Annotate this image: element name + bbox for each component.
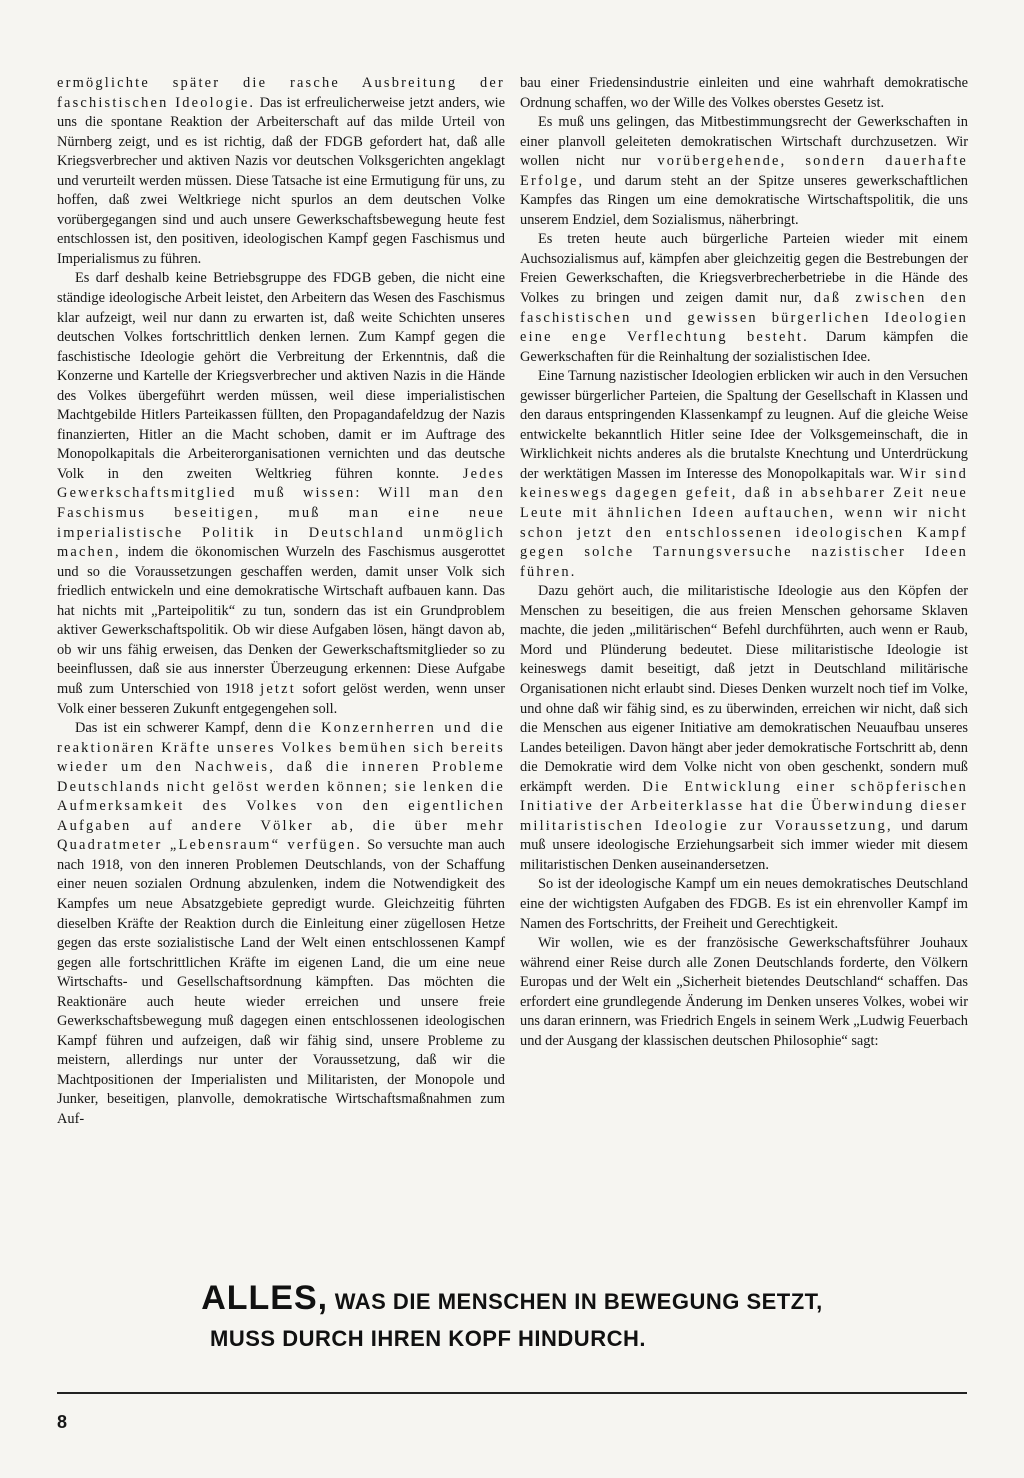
paragraph-text: So ist der ideologische Kampf um ein neues demokratisches Deutschland eine der wichtigsten Aufgaben des FDGB. Es ist ein ehrenvoller Kampf im Namen des Fortschritts, der Freiheit und Gerechtigkeit. [520,876,968,932]
spaced-emphasis: ermöglichte später die rasche Ausbreitung der faschistischen Ideologie. [57,75,505,111]
paragraph [520,113,968,230]
paragraph-text: Eine Tarnung nazistischer Ideologien erblicken wir auch in den Versuchen gewisser bürgerlicher Parteien, die Spaltung der Gesellschaft in Klassen und den daraus entspringenden Klassenkampf zu leugnen. Auf die gleiche Weise entwickelte bekanntlich Hitler seine Idee der Volksgemeinschaft, die in Wirklichkeit nichts anderes als die brutalste Knechtung und Unterdrückung der werktätigen Massen im Interesse des Monopolkapitals war. [520,368,968,482]
spaced-emphasis: daß zwischen den faschistischen und gewissen bürgerlichen Ideologien eine enge Verflechtung besteht. [520,290,968,346]
spaced-emphasis: die Konzernherren und die reaktionären Kräfte unseres Volkes bemühen sich bereits wieder um den Nachweis, daß die inneren Probleme Deutschlands nicht gelöst werden können; sie lenken die Aufmerksamkeit des Volkes von den eigentlichen Aufgaben auf andere Völker ab, die über mehr Quadratmeter „Lebensraum“ verfügen. [57,720,505,854]
spaced-emphasis: vorübergehende, sondern dauerhafte Erfolge, [520,153,969,189]
pull-quote-line-1-rest: WAS DIE MENSCHEN IN BEWEGUNG SETZT, [328,1289,823,1314]
paragraph [57,269,505,719]
paragraph-text: So versuchte man auch nach 1918, von den inneren Problemen Deutschlands, von der Schaffung einer neuen sozialen Ordnung abzulenken, indem die Notwendigkeit des Kampfes um neue Absatzgebiete gepredigt wurde. Gleichzeitig führten dieselben Kräfte der Reaktion durch die Einleitung einer zügellosen Hetze gegen das erste sozialistische Land der Welt einen entschlossenen Kampf gegen alle fortschrittlichen Kräfte im eigenen Land, die um eine neue Wirtschafts- und Gesellschaftsordnung kämpften. Das möchten die Reaktionäre auch heute wieder erreichen und unsere freie Gewerkschaftsbewegung muß dagegen einen entschlossenen ideologischen Kampf führen und aufzeigen, daß wir fähig sind, unsere Probleme zu meistern, allerdings nur unter der Voraussetzung, daß wir die Machtpositionen der Imperialisten und Militaristen, der Monopole und Junker, beseitigen, planvolle, demokratische Wirtschaftsmaßnahmen zum Auf- [57,837,505,1127]
paragraph [520,875,968,934]
footer-rule [57,1392,967,1394]
pull-quote-first-word: ALLES, [201,1279,329,1317]
paragraph-text: Es darf deshalb keine Betriebsgruppe des FDGB geben, die nicht eine ständige ideologische Arbeit leistet, den Arbeitern das Wesen des Faschismus klar aufzeigt, weil nur dann zu erwarten ist, daß weite Schichten unseres deutschen Volkes fortschrittlich denken lernen. Zum Kampf gegen die faschistische Ideologie gehört die Verbreitung der Erkenntnis, daß die Konzerne und Kartelle der Kriegsverbrecher und aktiven Nazis in die Hände des Volkes übergeführt werden müssen, weil diese imperialistischen Machtgebilde Hitlers Parteikassen füllten, den Propagandafeldzug der Nazis finanzierten, Hitler an die Macht schoben, damit er im Auftrage des Monopolkapitals die Arbeiterorganisationen vernichten und das deutsche Volk in den zweiten Weltkrieg führen konnte. [57,270,505,482]
spaced-emphasis: Die Entwicklung einer schöpferischen Initiative der Arbeiterklasse hat die Überwindung dieser militaristischen Ideologie zur Voraussetzung, [520,778,968,834]
paragraph [520,230,968,367]
paragraph [520,74,968,113]
pull-quote [57,1278,967,1356]
paragraph [520,934,968,1051]
paragraph [57,74,505,269]
paragraph [57,719,505,1129]
paragraph-text: Wir wollen, wie es der französische Gewerkschaftsführer Jouhaux während einer Reise durch alle Zonen Deutschlands forderte, den Völkern Europas und der Welt ein „Sicherheit bietendes Deutschland“ schaffen. Das erfordert eine grundlegende Änderung im Denken unseres Volkes, wobei wir uns daran erinnern, was Friedrich Engels in seinem Werk „Ludwig Feuerbach und der Ausgang der klassischen deutschen Philosophie“ sagt: [520,935,968,1049]
paragraph-text: Darum kämpfen die Gewerkschaften für die Reinhaltung der sozialistischen Idee. [520,329,969,365]
paragraph [520,367,968,582]
spaced-emphasis: jetzt [260,680,296,697]
right-column [520,74,968,1051]
pull-quote-line-2: MUSS DURCH IHREN KOPF HINDURCH. [210,1326,646,1351]
paragraph-text: Dazu gehört auch, die militaristische Ideologie aus den Köpfen der Menschen zu beseitigen, die aus freien Menschen gehorsame Sklaven machte, die jeden „militärischen“ Befehl durchführten, auch wenn er Raub, Mord und Plünderung bedeutet. Diese militaristische Ideologie ist keineswegs damit beseitigt, daß jetzt in Deutschland militärische Organisationen nicht erlaubt sind. Dieses Denken wurzelt noch tief im Volke, und ohne daß wir fähig sind, es zu überwinden, erreichen wir nicht, daß sich die Menschen aus eigener Initiative am demokratischen Neuaufbau unseres Landes beteiligen. Davon hängt aber jeder demokratische Fortschritt ab, denn die Demokratie wird dem Volke nicht von oben geschenkt, sondern muß erkämpft werden. [520,583,968,795]
page-number: 8 [57,1412,68,1432]
paragraph-text: Es treten heute auch bürgerliche Parteien wieder mit einem Auchsozialismus auf, kämpfen aber gleichzeitig gegen die Bestrebungen der Freien Gewerkschaften, die Kriegsverbrecherbetriebe in die Hände des Volkes zu bringen und zeigen damit nur, [520,231,968,307]
paragraph-text: Es muß uns gelingen, das Mitbestimmungsrecht der Gewerkschaften in einer planvoll geleiteten demokratischen Wirtschaft durchzusetzen. Wir wollen nicht nur [520,114,968,170]
left-column [57,74,505,1130]
pull-quote-line-1 [57,1278,967,1322]
paragraph-text: sofort gelöst werden, wenn unser Volk einer besseren Zukunft entgegengehen soll. [57,680,505,717]
spaced-emphasis: Wir sind keineswegs dagegen gefeit, daß in absehbarer Zeit neue Leute mit ähnlichen Ideen auftauchen, wenn wir nicht schon jetzt den entschlossenen ideologischen Kampf gegen solche Tarnungsversuche nazistischer Ideen führen. [520,465,968,580]
spaced-emphasis: Jedes Gewerkschaftsmitglied muß wissen: Will man den Faschismus beseitigen, muß man eine neue imperialistische Politik in Deutschland unmöglich machen, [57,465,505,561]
paragraph-text: bau einer Friedensindustrie einleiten und eine wahrhaft demokratische Ordnung schaffen, wo der Wille des Volkes oberstes Gesetz ist. [520,75,968,111]
paragraph-text: indem die ökonomischen Wurzeln des Faschismus ausgerottet und so die Voraussetzungen geschaffen werden, damit unser Volk sich friedlich entwickeln und eine demokratische Wirtschaft aufbauen kann. Das hat nichts mit „Parteipolitik“ zu tun, sondern das ist ein Grundproblem aktiver Gewerkschaftspolitik. Ob wir diese Aufgaben lösen, hängt davon ab, ob wir uns fähig erweisen, das Denken der Gewerkschaftsmitglieder so zu beeinflussen, daß sie aus innerster Überzeugung erkennen: Diese Aufgabe muß zum Unterschied von 1918 [57,544,505,697]
paragraph-text: und darum steht an der Spitze unseres gewerkschaftlichen Kampfes das Ringen um eine demokratische Wirtschaftspolitik, die uns unserem Endziel, dem Sozialismus, näherbringt. [520,172,968,228]
paragraph-text: Das ist erfreulicherweise jetzt anders, wie uns die spontane Reaktion der Arbeiterschaft auf das milde Urteil von Nürnberg zeigt, und es ist richtig, daß der FDGB gefordert hat, daß alle Kriegsverbrecher und aktiven Nazis vor deutschen Volksgerichten angeklagt und verurteilt werden müssen. Diese Tatsache ist eine Ermutigung für uns, zu hoffen, daß zwei Weltkriege nicht spurlos an dem deutschen Volke vorübergegangen sind und auch unsere Gewerkschaftsbewegung heute fest entschlossen ist, den positiven, ideologischen Kampf gegen Faschismus und Imperialismus zu führen. [57,94,506,267]
paragraph-text: und darum muß unsere ideologische Erziehungsarbeit sich immer wieder mit diesem militaristischen Denken auseinandersetzen. [520,817,968,873]
paragraph-text: Das ist ein schwerer Kampf, denn [75,720,289,737]
paragraph [520,582,968,875]
